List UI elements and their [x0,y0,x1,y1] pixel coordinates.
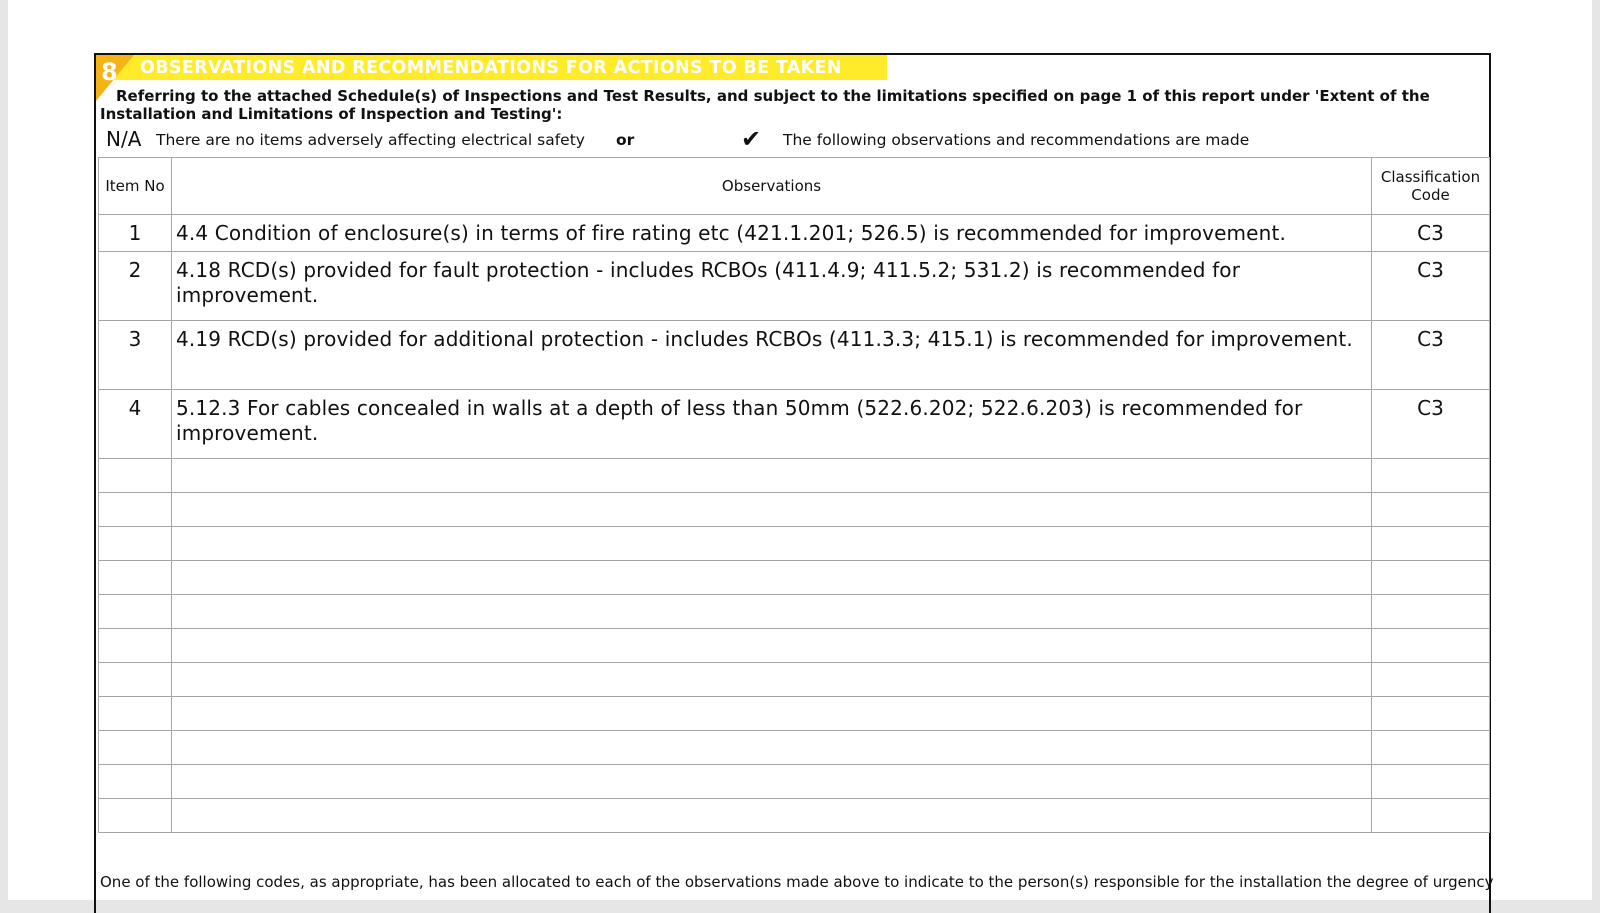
empty-cell[interactable] [1372,799,1490,833]
na-mark[interactable]: N/A [106,127,142,151]
empty-cell[interactable] [172,595,1372,629]
empty-cell[interactable] [172,459,1372,493]
empty-cell[interactable] [99,527,172,561]
empty-table-row [99,799,1490,833]
empty-cell[interactable] [99,629,172,663]
empty-cell[interactable] [1372,527,1490,561]
table-row [99,390,1490,459]
row-observation[interactable]: 4.4 Condition of enclosure(s) in terms of fire rating etc (421.1.201; 526.5) is recommended for improvement. [172,215,1372,252]
empty-cell[interactable] [172,731,1372,765]
empty-table-row [99,595,1490,629]
row-classification-code[interactable]: C3 [1372,215,1490,252]
empty-table-row [99,663,1490,697]
section-number: 8 [101,58,118,86]
row-observation[interactable]: 5.12.3 For cables concealed in walls at a depth of less than 50mm (522.6.202; 522.6.203) is recommended for improvement. [172,390,1372,459]
table-row [99,252,1490,321]
empty-cell[interactable] [172,561,1372,595]
observations-made-label: The following observations and recommendations are made [783,131,1250,149]
empty-cell[interactable] [172,629,1372,663]
empty-table-row [99,527,1490,561]
observation-options-row [106,126,1476,152]
row-classification-code[interactable]: C3 [1372,252,1490,321]
table-row [99,321,1490,390]
no-adverse-items-label: There are no items adversely affecting electrical safety [156,131,585,149]
empty-table-row [99,697,1490,731]
empty-cell[interactable] [172,493,1372,527]
empty-cell[interactable] [1372,697,1490,731]
observations-table [98,157,1490,833]
empty-cell[interactable] [1372,595,1490,629]
empty-cell[interactable] [172,799,1372,833]
row-observation[interactable]: 4.18 RCD(s) provided for fault protection - includes RCBOs (411.4.9; 411.5.2; 531.2) is recommended for improvement. [172,252,1372,321]
empty-table-row [99,459,1490,493]
empty-cell[interactable] [1372,459,1490,493]
empty-cell[interactable] [1372,629,1490,663]
header-item-no: Item No [99,158,172,215]
row-observation[interactable]: 4.19 RCD(s) provided for additional protection - includes RCBOs (411.3.3; 415.1) is recommended for improvement. [172,321,1372,390]
empty-table-row [99,493,1490,527]
page-edge [1592,0,1600,900]
document-page [8,0,1592,900]
empty-table-row [99,629,1490,663]
row-item-no: 3 [99,321,172,390]
section-intro-text: Referring to the attached Schedule(s) of Inspections and Test Results, and subject to the limitations specified on page 1 of this report under 'Extent of the Installation and Limitations of Inspection and Testing': [100,87,1430,123]
empty-table-row [99,561,1490,595]
checkmark-icon[interactable]: ✔ [741,125,762,153]
empty-cell[interactable] [99,799,172,833]
row-classification-code[interactable]: C3 [1372,321,1490,390]
classification-codes-intro: One of the following codes, as appropriate, has been allocated to each of the observations made above to indicate to the person(s) responsible for the installation the degree of urgency [100,873,1494,891]
row-item-no: 4 [99,390,172,459]
empty-cell[interactable] [172,697,1372,731]
section-8-frame [94,53,1494,913]
row-item-no: 1 [99,215,172,252]
empty-table-row [99,731,1490,765]
empty-cell[interactable] [99,697,172,731]
header-observations: Observations [172,158,1372,215]
row-item-no: 2 [99,252,172,321]
empty-cell[interactable] [99,765,172,799]
empty-cell[interactable] [99,595,172,629]
empty-cell[interactable] [1372,493,1490,527]
empty-cell[interactable] [1372,765,1490,799]
empty-cell[interactable] [172,765,1372,799]
empty-cell[interactable] [99,459,172,493]
empty-cell[interactable] [99,493,172,527]
empty-cell[interactable] [172,663,1372,697]
or-label: or [616,131,635,149]
empty-table-row [99,765,1490,799]
empty-cell[interactable] [1372,731,1490,765]
table-header-row [99,158,1490,215]
empty-cell[interactable] [1372,663,1490,697]
empty-cell[interactable] [1372,561,1490,595]
header-classification-code: Classification Code [1372,158,1490,215]
empty-cell[interactable] [99,561,172,595]
empty-cell[interactable] [99,663,172,697]
empty-cell[interactable] [172,527,1372,561]
empty-cell[interactable] [99,731,172,765]
table-row [99,215,1490,252]
section-title: OBSERVATIONS AND RECOMMENDATIONS FOR ACTIONS TO BE TAKEN [140,58,842,78]
row-classification-code[interactable]: C3 [1372,390,1490,459]
